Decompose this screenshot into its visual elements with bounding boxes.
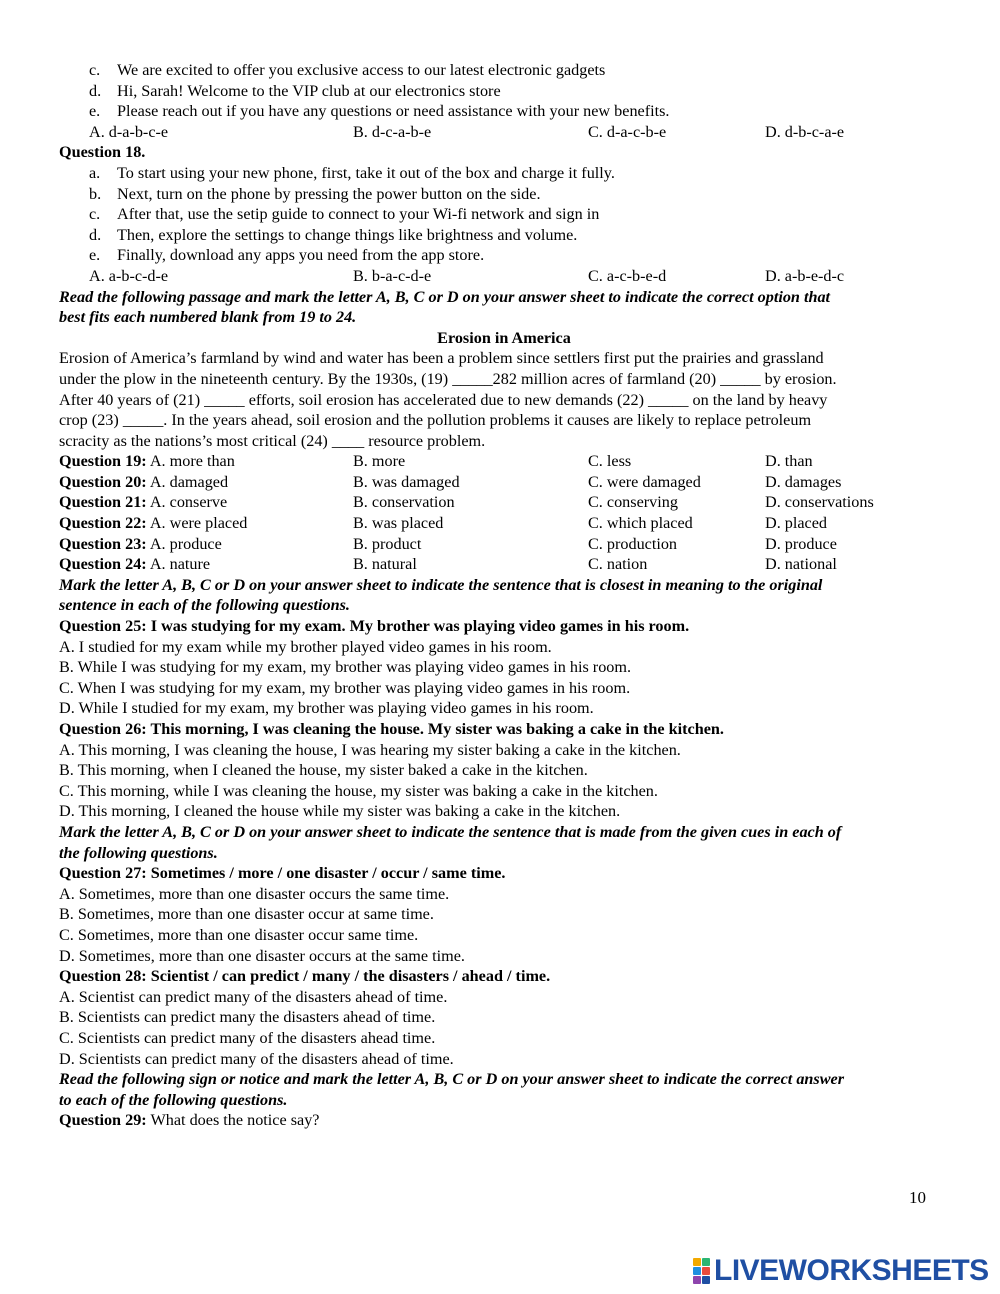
q29-label: Question 29:	[59, 1111, 147, 1130]
liveworksheets-mark-icon	[693, 1258, 710, 1284]
q22-option-d[interactable]: D. placed	[765, 514, 828, 533]
q18-title: Question 18.	[59, 143, 146, 162]
q18-item-e: e. Finally, download any apps you need from the app store.	[89, 246, 485, 265]
q18-option-b[interactable]: B. b-a-c-d-e	[353, 266, 432, 285]
q17-item-d: d. Hi, Sarah! Welcome to the VIP club at our electronics store	[89, 81, 501, 100]
q20-option-b[interactable]: B. was damaged	[353, 472, 460, 491]
q28-title: Question 28: Scientist / can predict / many / the disasters / ahead / time.	[59, 967, 551, 986]
passage-title: Erosion in America	[437, 328, 571, 347]
q24-option-c[interactable]: C. nation	[588, 555, 648, 574]
cloze-instruction-line-2: best fits each numbered blank from 19 to 24.	[59, 308, 357, 327]
q20-option-d[interactable]: D. damages	[765, 472, 842, 491]
cues-instruction-line-1: Mark the letter A, B, C or D on your answer sheet to indicate the sentence that is made from the given cues in each of	[59, 822, 842, 841]
passage-line: Erosion of America’s farmland by wind and water has been a problem since settlers first put the prairies and grassland	[59, 349, 824, 368]
q28-option-c[interactable]: C. Scientists can predict many of the disasters ahead time.	[59, 1028, 436, 1047]
passage-line: under the plow in the nineteenth century. By the 1930s, (19) _____282 million acres of farmland (20) _____ by erosion.	[59, 369, 837, 388]
q28-option-b[interactable]: B. Scientists can predict many the disasters ahead of time.	[59, 1008, 436, 1027]
q19-label: Question 19:	[59, 452, 147, 471]
q27-title: Question 27: Sometimes / more / one disaster / occur / same time.	[59, 864, 506, 883]
q24-option-b[interactable]: B. natural	[353, 555, 417, 574]
q25-option-c[interactable]: C. When I was studying for my exam, my brother was playing video games in his room.	[59, 678, 631, 697]
q25-title: Question 25: I was studying for my exam. My brother was playing video games in his room.	[59, 617, 690, 636]
q26-option-b[interactable]: B. This morning, when I cleaned the house, my sister baked a cake in the kitchen.	[59, 761, 588, 780]
q23-option-c[interactable]: C. production	[588, 534, 678, 553]
q17-option-d[interactable]: D. d-b-c-a-e	[765, 122, 845, 141]
q18-item-d: d. Then, explore the settings to change things like brightness and volume.	[89, 225, 578, 244]
q21-label: Question 21:	[59, 493, 147, 512]
q23-label: Question 23:	[59, 534, 147, 553]
q21-option-d[interactable]: D. conservations	[765, 493, 874, 512]
q21-row	[59, 492, 949, 513]
q17-item-c: c. We are excited to offer you exclusive access to our latest electronic gadgets	[89, 61, 606, 79]
q20-option-c[interactable]: C. were damaged	[588, 472, 701, 491]
cloze-instruction-line-1: Read the following passage and mark the letter A, B, C or D on your answer sheet to indicate the correct option that	[59, 287, 831, 306]
closest-instruction-line-2: sentence in each of the following questions.	[59, 596, 350, 615]
q20-row	[59, 472, 949, 493]
q17-item-e: e. Please reach out if you have any questions or need assistance with your new benefits.	[89, 102, 670, 121]
q26-option-a[interactable]: A. This morning, I was cleaning the house, I was hearing my sister baking a cake in the kitchen.	[59, 740, 681, 759]
sign-instruction-line-1: Read the following sign or notice and mark the letter A, B, C or D on your answer sheet to indicate the correct answer	[59, 1070, 844, 1089]
q19-row	[59, 451, 949, 472]
q18-item-c: c. After that, use the setip guide to connect to your Wi-fi network and sign in	[89, 205, 600, 224]
q22-option-c[interactable]: C. which placed	[588, 514, 693, 533]
q25-option-a[interactable]: A. I studied for my exam while my brother played video games in his room.	[59, 637, 552, 656]
sign-instruction-line-2: to each of the following questions.	[59, 1090, 288, 1109]
q24-option-d[interactable]: D. national	[765, 555, 837, 574]
q17-option-b[interactable]: B. d-c-a-b-e	[353, 122, 432, 141]
q25-option-b[interactable]: B. While I was studying for my exam, my brother was playing video games in his room.	[59, 658, 632, 677]
q19-option-b[interactable]: B. more	[353, 452, 406, 471]
q21-option-b[interactable]: B. conservation	[353, 493, 455, 512]
q21-option-a[interactable]: A. conserve	[149, 493, 228, 512]
q17-option-a[interactable]: A. d-a-b-c-e	[89, 122, 169, 141]
q28-option-d[interactable]: D. Scientists can predict many of the disasters ahead of time.	[59, 1049, 454, 1068]
closest-instruction-line-1: Mark the letter A, B, C or D on your answer sheet to indicate the sentence that is closest in meaning to the original	[59, 575, 823, 594]
q28-option-a[interactable]: A. Scientist can predict many of the disasters ahead of time.	[59, 987, 448, 1006]
q22-option-a[interactable]: A. were placed	[149, 514, 248, 533]
q18-option-c[interactable]: C. a-c-b-e-d	[588, 266, 667, 285]
logo-text: LIVEWORKSHEETS	[714, 1254, 989, 1287]
q27-option-c[interactable]: C. Sometimes, more than one disaster occur same time.	[59, 925, 419, 944]
q20-label: Question 20:	[59, 472, 147, 491]
cues-instruction-line-2: the following questions.	[59, 843, 218, 862]
q23-row	[59, 534, 949, 555]
q23-option-b[interactable]: B. product	[353, 534, 422, 553]
q22-row	[59, 513, 949, 534]
q26-title: Question 26: This morning, I was cleaning the house. My sister was baking a cake in the kitchen.	[59, 720, 724, 738]
q17-option-c[interactable]: C. d-a-c-b-e	[588, 122, 667, 141]
q22-option-b[interactable]: B. was placed	[353, 514, 444, 533]
q19-option-c[interactable]: C. less	[588, 452, 632, 471]
q24-option-a[interactable]: A. nature	[149, 555, 211, 574]
q18-item-a: a. To start using your new phone, first, take it out of the box and charge it fully.	[89, 163, 615, 182]
q20-option-a[interactable]: A. damaged	[149, 472, 229, 491]
q19-option-d[interactable]: D. than	[765, 452, 813, 471]
q26-option-d[interactable]: D. This morning, I cleaned the house while my sister was baking a cake in the kitchen.	[59, 802, 621, 821]
q26-option-c[interactable]: C. This morning, while I was cleaning the house, my sister was baking a cake in the kitchen.	[59, 781, 658, 800]
q24-label: Question 24:	[59, 555, 147, 574]
q23-option-d[interactable]: D. produce	[765, 534, 837, 553]
q18-option-a[interactable]: A. a-b-c-d-e	[89, 266, 169, 285]
worksheet-page	[59, 60, 949, 1131]
passage-line: scracity as the nations’s most critical (24) ____ resource problem.	[59, 431, 486, 450]
passage-line: crop (23) _____. In the years ahead, soil erosion and the pollution problems it causes are likely to replace petroleum	[59, 411, 812, 430]
page-number: 10	[909, 1188, 926, 1207]
q25-option-d[interactable]: D. While I studied for my exam, my brother was playing video games in his room.	[59, 699, 594, 718]
q18-option-d[interactable]: D. a-b-e-d-c	[765, 266, 845, 285]
q19-option-a[interactable]: A. more than	[149, 452, 235, 471]
q27-option-d[interactable]: D. Sometimes, more than one disaster occurs at the same time.	[59, 946, 465, 965]
q29-text: What does the notice say?	[150, 1111, 320, 1130]
q22-label: Question 22:	[59, 514, 147, 533]
q17-options	[59, 122, 949, 143]
q27-option-a[interactable]: A. Sometimes, more than one disaster occurs the same time.	[59, 884, 450, 903]
q29-row	[59, 1110, 949, 1131]
q27-option-b[interactable]: B. Sometimes, more than one disaster occur at same time.	[59, 905, 434, 924]
q23-option-a[interactable]: A. produce	[149, 534, 222, 553]
q24-row	[59, 554, 949, 575]
passage-line: After 40 years of (21) _____ efforts, soil erosion has accelerated due to new demands (22) _____ on the land by heavy	[59, 390, 828, 409]
q18-item-b: b. Next, turn on the phone by pressing the power button on the side.	[89, 184, 541, 203]
liveworksheets-logo	[693, 1254, 989, 1287]
q18-options	[59, 266, 949, 287]
q21-option-c[interactable]: C. conserving	[588, 493, 678, 512]
